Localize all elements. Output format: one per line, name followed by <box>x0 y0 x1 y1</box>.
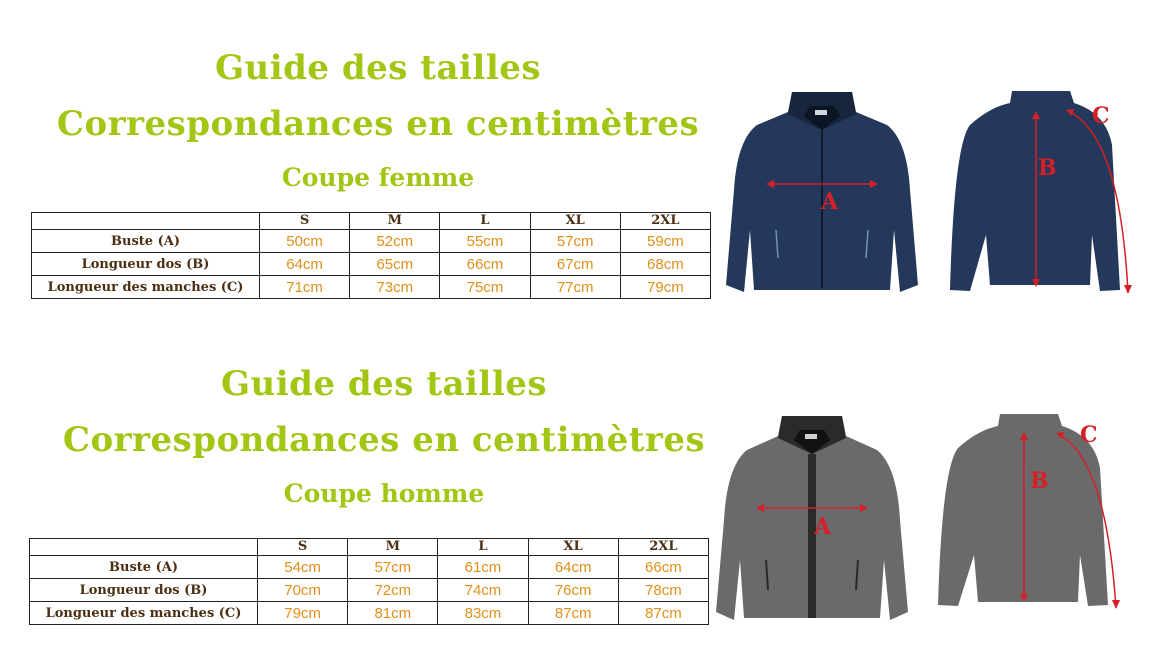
table-cell: 64cm <box>260 253 350 276</box>
table-header-row <box>32 213 711 230</box>
table-cell: 73cm <box>350 276 440 299</box>
column-header: M <box>348 539 438 556</box>
column-header: 2XL <box>618 539 708 556</box>
size-guide-men <box>0 330 1150 660</box>
table-cell: 57cm <box>530 230 620 253</box>
table-cell: 66cm <box>618 556 708 579</box>
column-header: S <box>260 213 350 230</box>
table-row <box>30 556 709 579</box>
table-corner-cell <box>32 213 260 230</box>
column-header: L <box>440 213 530 230</box>
size-table-women <box>31 212 711 299</box>
measure-label-chest: A <box>821 189 839 215</box>
row-label: Buste (A) <box>32 230 260 253</box>
table-cell: 55cm <box>440 230 530 253</box>
column-header: S <box>258 539 348 556</box>
table-cell: 81cm <box>348 602 438 625</box>
table-cell: 52cm <box>350 230 440 253</box>
table-cell: 76cm <box>528 579 618 602</box>
jacket-front-illustration <box>712 410 912 625</box>
title-block-women <box>28 40 728 204</box>
table-cell: 79cm <box>620 276 710 299</box>
fit-label: Coupe femme <box>281 163 475 192</box>
measure-label-back: B <box>1038 155 1057 181</box>
size-table-men <box>29 538 709 625</box>
table-cell: 54cm <box>258 556 348 579</box>
column-header: M <box>350 213 440 230</box>
row-label: Buste (A) <box>30 556 258 579</box>
column-header: L <box>438 539 528 556</box>
row-label: Longueur des manches (C) <box>32 276 260 299</box>
jacket-back-illustration <box>940 85 1140 300</box>
guide-title: Guide des tailles <box>220 364 548 404</box>
table-row <box>32 230 711 253</box>
table-cell: 64cm <box>528 556 618 579</box>
table-cell: 74cm <box>438 579 528 602</box>
table-row <box>30 602 709 625</box>
table-cell: 72cm <box>348 579 438 602</box>
jacket-front-illustration <box>722 80 922 305</box>
table-cell: 66cm <box>440 253 530 276</box>
guide-title: Guide des tailles <box>214 48 542 88</box>
table-cell: 71cm <box>260 276 350 299</box>
jacket-back-illustration <box>928 410 1128 615</box>
column-header: XL <box>528 539 618 556</box>
row-label: Longueur dos (B) <box>30 579 258 602</box>
fit-label: Coupe homme <box>283 479 485 508</box>
column-header: 2XL <box>620 213 710 230</box>
table-cell: 87cm <box>528 602 618 625</box>
table-corner-cell <box>30 539 258 556</box>
table-cell: 59cm <box>620 230 710 253</box>
table-cell: 78cm <box>618 579 708 602</box>
table-cell: 77cm <box>530 276 620 299</box>
measure-label-chest: A <box>814 514 832 540</box>
measure-label-sleeve: C <box>1080 422 1098 448</box>
table-cell: 79cm <box>258 602 348 625</box>
table-cell: 68cm <box>620 253 710 276</box>
table-row <box>32 253 711 276</box>
guide-subtitle: Correspondances en centimètres <box>62 420 706 460</box>
table-cell: 75cm <box>440 276 530 299</box>
column-header: XL <box>530 213 620 230</box>
table-cell: 57cm <box>348 556 438 579</box>
measure-label-sleeve: C <box>1092 103 1110 129</box>
measure-label-back: B <box>1030 468 1049 494</box>
table-header-row <box>30 539 709 556</box>
table-cell: 67cm <box>530 253 620 276</box>
table-cell: 50cm <box>260 230 350 253</box>
table-cell: 65cm <box>350 253 440 276</box>
guide-subtitle: Correspondances en centimètres <box>56 104 700 144</box>
table-cell: 87cm <box>618 602 708 625</box>
table-cell: 61cm <box>438 556 528 579</box>
table-row <box>32 276 711 299</box>
title-block-men <box>34 356 734 520</box>
row-label: Longueur des manches (C) <box>30 602 258 625</box>
table-row <box>30 579 709 602</box>
table-cell: 70cm <box>258 579 348 602</box>
table-cell: 83cm <box>438 602 528 625</box>
row-label: Longueur dos (B) <box>32 253 260 276</box>
